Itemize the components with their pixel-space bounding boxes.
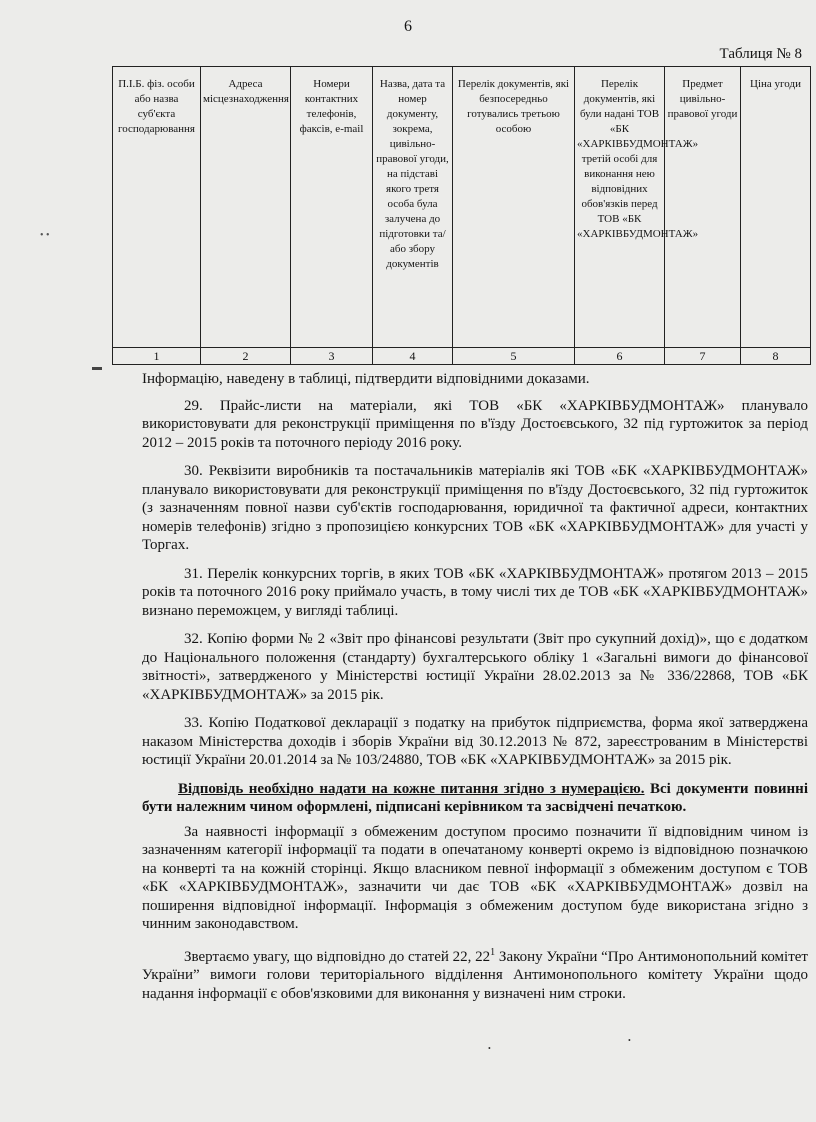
column-number: 7 xyxy=(665,348,741,365)
column-number: 5 xyxy=(453,348,575,365)
header-cell: Номери контактних телефонів, факсів, e-mail xyxy=(291,67,373,348)
header-cell: Ціна угоди xyxy=(741,67,811,348)
item-31: 31. Перелік конкурсних торгів, в яких ТОВ «БК «ХАРКІВБУДМОНТАЖ» протягом 2013 – 2015 років та поточного 2016 року приймало участь, в тому числі тих де ТОВ «БК «ХАРКІВБУДМОНТАЖ» визнано переможцем, у вигляді таблиці. xyxy=(142,565,808,619)
scan-dash: ▬ xyxy=(92,362,102,373)
column-number: 8 xyxy=(741,348,811,365)
scan-speck: • xyxy=(488,1044,491,1053)
header-cell: Адреса місцезнаходження xyxy=(201,67,291,348)
column-number: 3 xyxy=(291,348,373,365)
column-number: 4 xyxy=(373,348,453,365)
final-paragraph xyxy=(142,944,808,1004)
header-cell: П.І.Б. фіз. особи або назва суб'єкта господарювання xyxy=(113,67,201,348)
restricted-info-paragraph: За наявності інформації з обмеженим доступом просимо позначити її відповідним чином із зазначенням категорії інформації та подати в опечатаному конверті окремо із відповідною позначкою на конверті та на кожній сторінці. Якщо власником певної інформації з обмеженим доступом є ТОВ «БК «ХАРКІВБУДМОНТАЖ», зазначити чи дає ТОВ «БК «ХАРКІВБУДМОНТАЖ» дозвіл на поширення відповідної інформації. Інформація з обмеженим доступом буде використана згідно з чинним законодавством. xyxy=(142,823,808,932)
final-part-2: Закону України “Про Антимонопольний комітет України” вимоги голови територіального відділення Антимонопольного комітету України щодо надання інформації є обов'язковими для виконання у визначені ним строки. xyxy=(142,948,808,1002)
column-number: 1 xyxy=(113,348,201,365)
table-number-row xyxy=(113,348,811,365)
confirm-line: Інформацію, наведену в таблиці, підтвердити відповідними доказами. xyxy=(142,371,590,387)
notice xyxy=(142,780,808,817)
table-caption: Таблиця № 8 xyxy=(719,46,802,62)
scan-speck: • xyxy=(628,1036,631,1045)
item-30: 30. Реквізити виробників та постачальників матеріалів які ТОВ «БК «ХАРКІВБУДМОНТАЖ» планувало використовувати для реконструкції приміщення по в'їзду Достоєвського, 32 під гуртожиток (з зазначенням повної назви суб'єктів господарювання, юридичної та фактичної адреси, контактних номерів телефонів) згідно з пропозицією конкурсних ТОВ «БК «ХАРКІВБУДМОНТАЖ» для участі у Торгах. xyxy=(142,463,808,553)
notice-underlined: Відповідь необхідно надати на кожне питання згідно з нумерацією. xyxy=(178,780,645,797)
item-33: 33. Копію Податкової декларації з податку на прибуток підприємства, форма якої затверджена наказом Міністерства доходів і зборів України від 30.12.2013 № 872, зареєстрованим в Міністерстві юстиції України 20.01.2014 за № 103/24880, ТОВ «БК «ХАРКІВБУДМОНТАЖ» за 2015 рік. xyxy=(142,715,808,768)
final-part-1: Звертаємо увагу, що відповідно до статей 22, 22 xyxy=(184,948,491,965)
header-cell: Назва, дата та номер документу, зокрема, цивільно-правової угоди, на підставі якого третя особа була залучена до підготовки та/або збору документів xyxy=(373,67,453,348)
header-cell: Предмет цивільно-правової угоди xyxy=(665,67,741,348)
page-number: 6 xyxy=(404,18,412,35)
notice-rest: Всі документи повинні бути належним чином оформлені, підписані керівником та засвідчені печаткою. xyxy=(142,780,808,815)
scan-speck: • • xyxy=(40,230,50,241)
table-header-row xyxy=(113,67,811,348)
header-cell: Перелік документів, які були надані ТОВ «БК «ХАРКІВБУДМОНТАЖ» третій особі для виконання нею відповідних обов'язків перед ТОВ «БК «ХАРКІВБУДМОНТАЖ» xyxy=(575,67,665,348)
third-party-table xyxy=(112,66,811,365)
column-number: 2 xyxy=(201,348,291,365)
body-text xyxy=(142,370,808,1013)
header-cell: Перелік документів, які безпосередньо готувались третьою особою xyxy=(453,67,575,348)
column-number: 6 xyxy=(575,348,665,365)
item-32: 32. Копію форми № 2 «Звіт про фінансові результати (Звіт про сукупний дохід)», що є додатком до Національного положення (стандарту) бухгалтерського обліку 1 «Загальні вимоги до фінансової звітності», затвердженого у Міністерстві юстиції України 28.02.2013 за № 336/22868, ТОВ «БК «ХАРКІВБУДМОНТАЖ» за 2015 рік. xyxy=(142,631,808,703)
item-29: 29. Прайс-листи на матеріали, які ТОВ «БК «ХАРКІВБУДМОНТАЖ» планувало використовувати для реконструкції приміщення по в'їзду Достоєвського, 32 під гуртожиток за період 2012 – 2015 років та поточного періоду 2016 року. xyxy=(142,397,808,451)
final-superscript: 1 xyxy=(490,946,496,958)
